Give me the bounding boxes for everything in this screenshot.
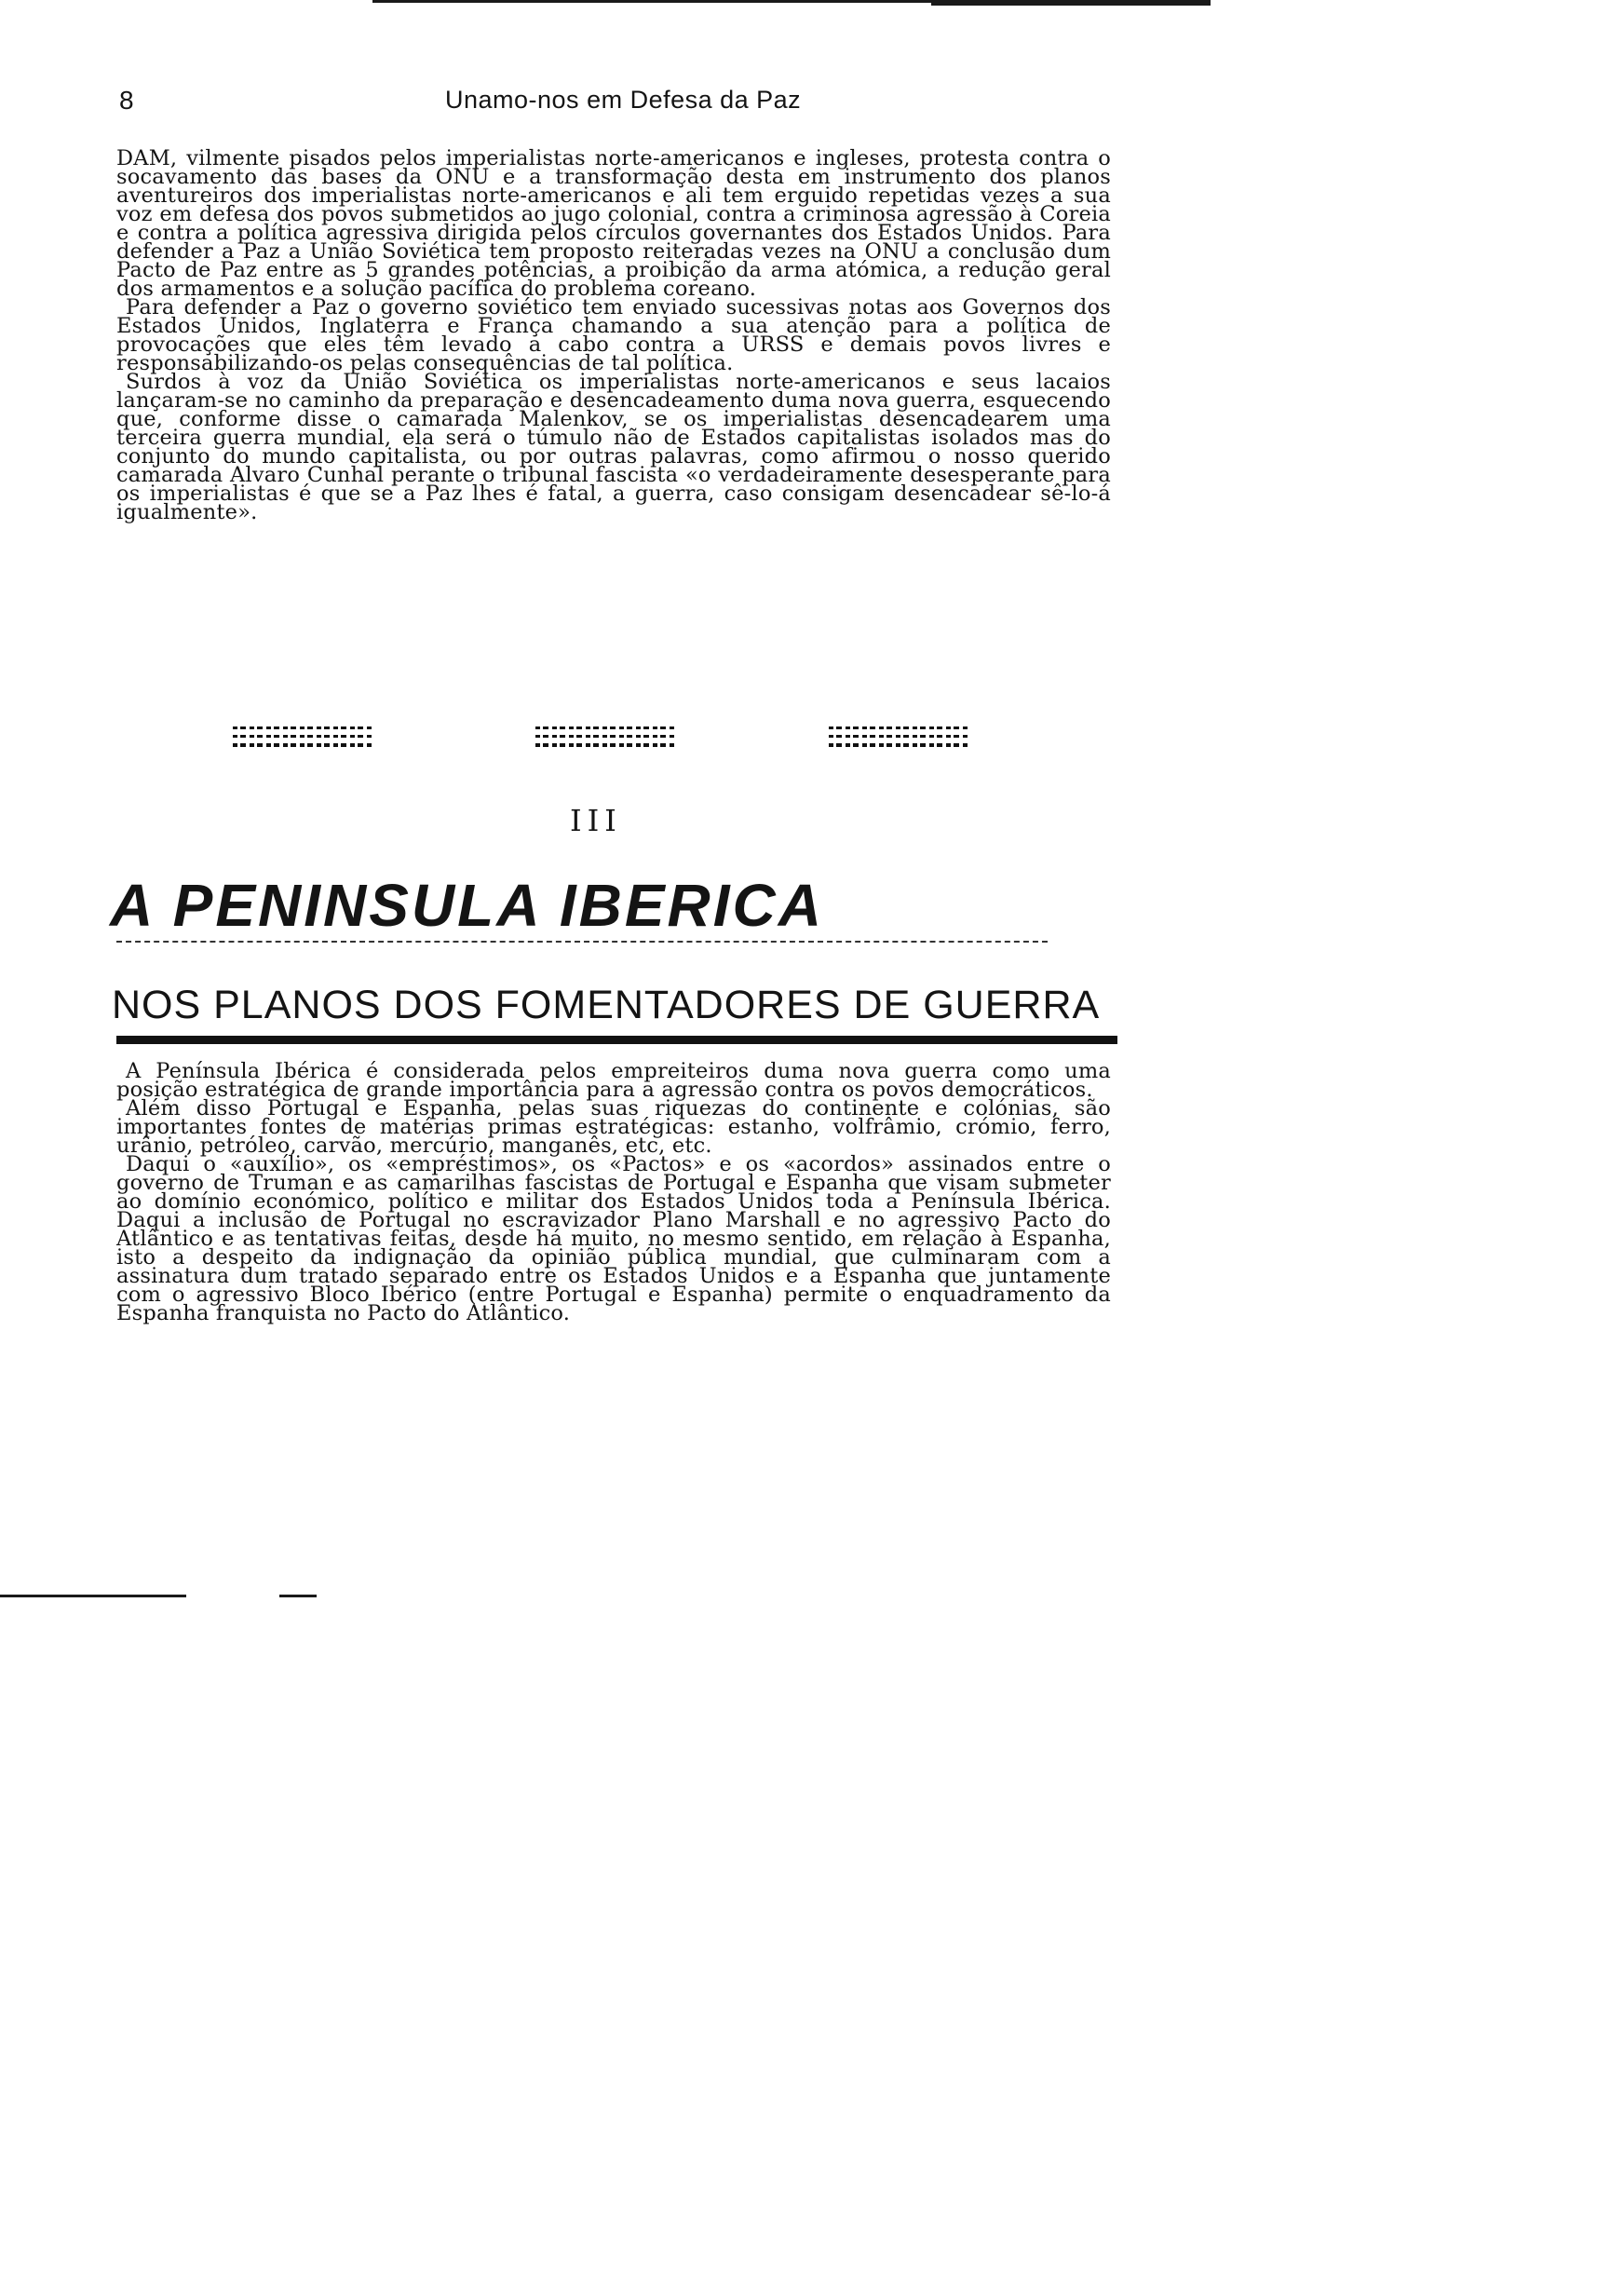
ornament-divider: [233, 727, 996, 754]
chapter-title: A PENINSULA IBERICA: [110, 872, 824, 939]
intro-paragraph: DAM, vilmente pisados pelos imperialistas norte-americanos e ingleses, protesta contra o socavamento das bases da ONU e a transformação desta em instrumento dos planos aventureiros dos imperialistas norte-americanos e ali tem erguido repetidas vezes a sua voz em defesa dos povos submetidos ao jugo colonial, contra a criminosa agressão à Coreia e contra a política agressiva dirigida pelos círculos governantes dos Estados Unidos. Para defender a Paz a União Soviética tem proposto reiteradas vezes na ONU a conclusão dum Pacto de Paz entre as 5 grandes potências, a proibição da arma atómica, a redução geral dos armamentos e a solução pacífica do problema coreano.: [116, 146, 1111, 301]
scan-artifact-top-thick: [931, 0, 1211, 6]
page-header: [119, 86, 1106, 123]
section-number: III: [570, 803, 622, 838]
intro-text: [116, 146, 1111, 524]
intro-paragraph: Surdos à voz da União Soviética os imperialistas norte-americanos e seus lacaios lançaram-se no caminho da preparação e desencadeamento duma nova guerra, esquecendo que, conforme disse o camarada Malenkov, se os imperialistas desencadearem uma terceira guerra mundial, ela será o túmulo não de Estados capitalistas isolados mas do conjunto do mundo capitalista, ou por outras palavras, como afirmou o nosso querido camarada Alvaro Cunhal perante o tribunal fascista «o verdadeiramente desesperante para os imperialistas é que se a Paz lhes é fatal, a guerra, caso consigam desencadear sê-lo-á igualmente».: [116, 370, 1111, 524]
intro-paragraph: Para defender a Paz o governo soviético tem enviado sucessivas notas aos Governos dos Estados Unidos, Inglaterra e França chamando a sua atenção para a política de provocações que eles têm levado a cabo contra a URSS e demais povos livres e responsabilizando-os pelas consequências de tal política.: [116, 295, 1111, 375]
body-paragraph: A Península Ibérica é considerada pelos empreiteiros duma nova guerra como uma posição estratégica de grande importância para a agressão contra os povos democráticos.: [116, 1059, 1111, 1102]
scan-artifact-bottom-dash: [279, 1595, 317, 1597]
subtitle-rule: [116, 1036, 1117, 1044]
title-divider: [116, 941, 1048, 943]
page-number: 8: [119, 86, 134, 115]
ornament-right: [829, 727, 968, 747]
ornament-left: [233, 727, 372, 747]
ornament-center: [535, 727, 675, 747]
chapter-subtitle: NOS PLANOS DOS FOMENTADORES DE GUERRA: [112, 983, 1101, 1027]
chapter-body: [116, 1059, 1111, 1325]
running-title: Unamo-nos em Defesa da Paz: [445, 86, 802, 114]
scan-artifact-bottom-left: [0, 1595, 186, 1597]
body-paragraph: Daqui o «auxílio», os «empréstimos», os «Pactos» e os «acordos» assinados entre o governo de Truman e as camarilhas fascistas de Portugal e Espanha que visam submeter ao domínio económico, político e militar dos Estados Unidos toda a Península Ibérica. Daqui a inclusão de Portugal no escravizador Plano Marshall e no agressivo Pacto do Atlântico e as tentativas feitas, desde há muito, no mesmo sentido, em relação à Espanha, isto a despeito da indignação da opinião pública mundial, que culminaram com a assinatura dum tratado separado entre os Estados Unidos e a Espanha que juntamente com o agressivo Bloco Ibérico (entre Portugal e Espanha) permite o enquadramento da Espanha franquista no Pacto do Atlântico.: [116, 1152, 1111, 1325]
body-paragraph: Além disso Portugal e Espanha, pelas suas riquezas do continente e colónias, são importantes fontes de matérias primas estratégicas: estanho, volfrâmio, crómio, ferro, urânio, petróleo, carvão, mercúrio, manganês, etc, etc.: [116, 1096, 1111, 1158]
